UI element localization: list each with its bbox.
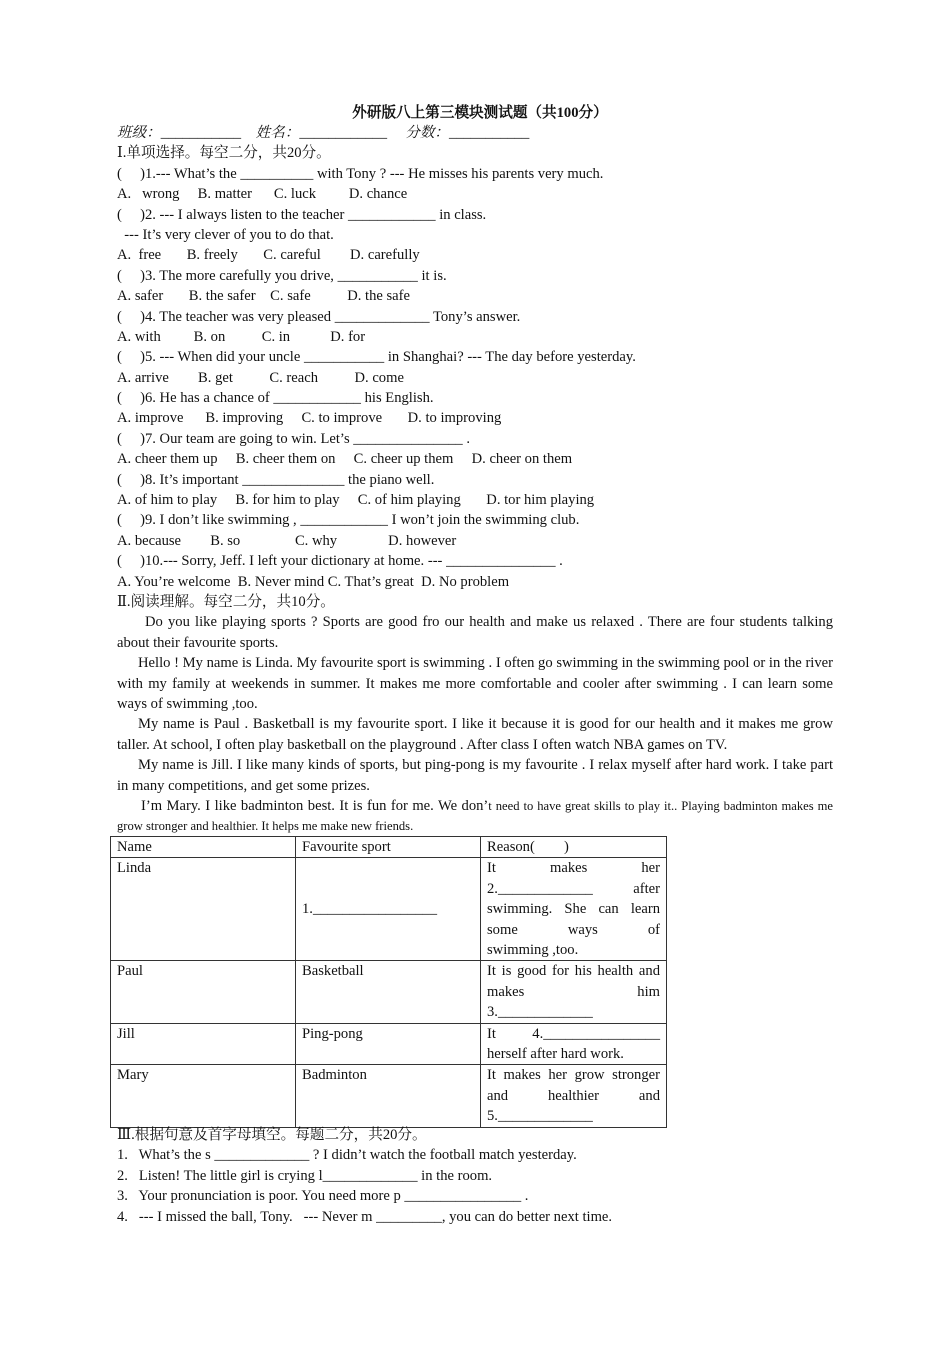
student-info-line: 班级：___________ 姓名：____________ 分数：___________ [117,125,530,141]
cell-sport-blank-1: 1._________________ [296,858,481,961]
cell-name: Paul [111,961,296,1023]
section3 [117,1125,833,1227]
question-7-stem: ( )7. Our team are going to win. Let’s _______________ . [117,430,471,447]
table-row [111,858,667,961]
question-10-stem: ( )10.--- Sorry, Jeff. I left your dictionary at home. --- _______________ . [117,553,563,570]
question-7-options: A. cheer them up B. cheer them on C. cheer up them D. cheer on them [117,451,573,468]
cell-reason: It makes her 2._____________ after swimming. She can learn some ways of swimming ,too. [481,858,667,961]
question-2-stem: ( )2. --- I always listen to the teacher ____________ in class. [117,206,487,223]
question-5-stem: ( )5. --- When did your uncle ___________ in Shanghai? --- The day before yesterday. [117,349,636,366]
mary-text-end: t need to have great skills to play it.. Playing badminton makes me grow stronger and healthier. It helps me make new friends. [117,799,833,834]
exam-page [117,103,833,1225]
question-2-options: A. free B. freely C. careful D. carefully [117,247,420,264]
header-reason: Reason( ) [481,837,667,858]
mary-text-start: I’m Mary. I like badminton best. It is fun for me. We don’ [141,798,489,815]
section2-heading: Ⅱ.阅读理解。每空二分，共10分。 [117,593,335,610]
question-10-options: A. You’re welcome B. Never mind C. That’s great D. No problem [117,573,510,590]
question-6-stem: ( )6. He has a chance of ____________ his English. [117,390,434,407]
reading-intro: Do you like playing sports ? Sports are good fro our health and make us relaxed . There are four students talking about their favourite sports. [117,614,833,651]
section1-heading: Ⅰ.单项选择。每空二分，共20分。 [117,145,331,162]
page-title: 外研版八上第三模块测试题（共100分） [352,105,608,121]
cell-name: Mary [111,1065,296,1127]
cell-name: Jill [111,1023,296,1065]
reading-paragraph-linda: Hello ! My name is Linda. My favourite sport is swimming . I often go swimming in the swimming pool or in the river with my family at weekends in summer. It makes me more comfortable and cooler after swimming . I can learn some ways of swimming ,too. [117,655,833,712]
cell-sport: Badminton [296,1065,481,1127]
reading-table [110,836,667,1128]
question-8-stem: ( )8. It’s important ______________ the piano well. [117,471,435,488]
fill-item-2: 2. Listen! The little girl is crying l_____________ in the room. [117,1167,493,1184]
question-1-options: A. wrong B. matter C. luck D. chance [117,186,408,203]
reading-paragraph-jill: My name is Jill. I like many kinds of sports, but ping-pong is my favourite . I relax myself after hard work. I take part in many competitions, and get some prizes. [117,757,833,794]
header-favourite-sport: Favourite sport [296,837,481,858]
question-4-options: A. with B. on C. in D. for [117,328,366,345]
fill-item-4: 4. --- I missed the ball, Tony. --- Never m _________, you can do better next time. [117,1208,613,1225]
header-name: Name [111,837,296,858]
cell-name: Linda [111,858,296,961]
table-row [111,1065,667,1127]
section3-heading: Ⅲ.根据句意及首字母填空。每题二分，共20分。 [117,1127,427,1143]
cell-reason: It 4.________________ herself after hard work. [481,1023,667,1065]
fill-item-1: 1. What’s the s _____________ ? I didn’t watch the football match yesterday. [117,1147,577,1164]
cell-sport: Basketball [296,961,481,1023]
question-3-options: A. safer B. the safer C. safe D. the safe [117,288,411,305]
question-3-stem: ( )3. The more carefully you drive, ___________ it is. [117,267,447,284]
question-4-stem: ( )4. The teacher was very pleased _____________ Tony’s answer. [117,308,521,325]
question-8-options: A. of him to play B. for him to play C. of him playing D. tor him playing [117,492,595,509]
table-row [111,961,667,1023]
cell-reason: It makes her grow stronger and healthier and 5._____________ [481,1065,667,1127]
table-row [111,1023,667,1065]
fill-item-3: 3. Your pronunciation is poor. You need more p ________________ . [117,1188,529,1205]
question-9-stem: ( )9. I don’t like swimming , ____________ I won’t join the swimming club. [117,512,580,529]
question-9-options: A. because B. so C. why D. however [117,532,457,549]
question-6-options: A. improve B. improving C. to improve D. to improving [117,410,502,427]
question-1-stem: ( )1.--- What’s the __________ with Tony ? --- He misses his parents very much. [117,165,604,182]
cell-sport: Ping-pong [296,1023,481,1065]
question-2-dialogue: --- It’s very clever of you to do that. [117,226,334,243]
question-5-options: A. arrive B. get C. reach D. come [117,369,404,386]
table-header-row [111,837,667,858]
reading-paragraph-mary [117,796,833,837]
cell-reason: It is good for his health and makes him 3._____________ [481,961,667,1023]
reading-paragraph-paul: My name is Paul . Basketball is my favourite sport. I like it because it is good for our health and it makes me grow taller. At school, I often play basketball on the playground . After class I often watch NBA games on TV. [117,716,833,753]
